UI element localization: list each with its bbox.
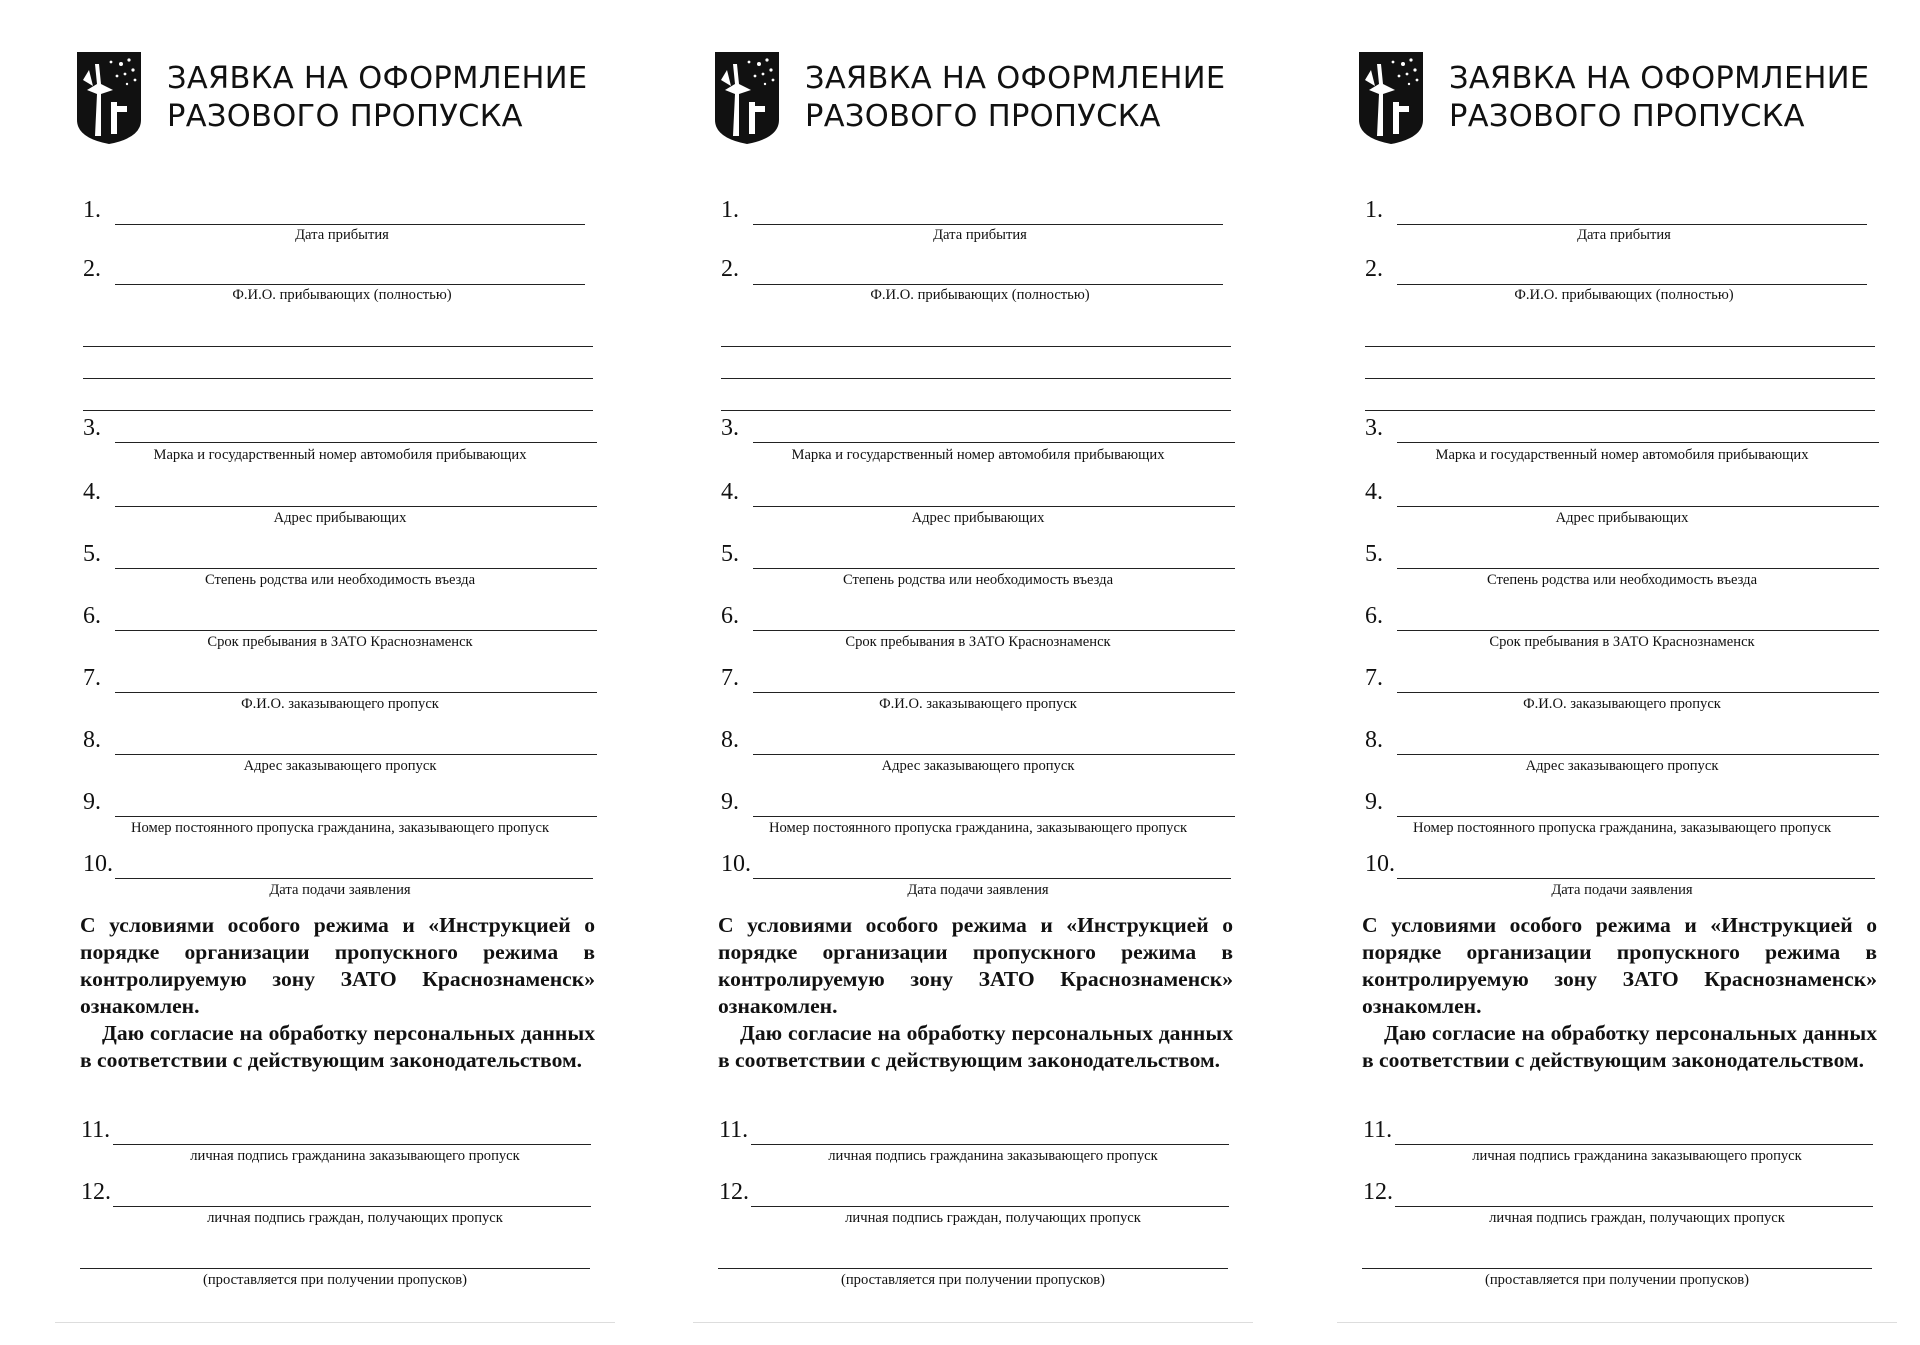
field-number: 10.	[83, 851, 113, 877]
field-caption: Ф.И.О. заказывающего пропуск	[879, 696, 1077, 712]
field-line-application-date[interactable]	[1397, 878, 1875, 879]
consent-paragraph-personal-data: Даю согласие на обработку персональных данных в соответствии с действующим законодательством.	[1362, 1021, 1877, 1072]
pass-request-form-1	[75, 0, 635, 1345]
field-caption: Срок пребывания в ЗАТО Краснознаменск	[1489, 634, 1755, 650]
field-caption: Ф.И.О. заказывающего пропуск	[241, 696, 439, 712]
field-line-full-names[interactable]	[1397, 284, 1867, 285]
field-line-arrival-date[interactable]	[115, 224, 585, 225]
field-line-application-date[interactable]	[115, 878, 593, 879]
field-line-arrival-date[interactable]	[753, 224, 1223, 225]
field-line-requester-name[interactable]	[1397, 692, 1879, 693]
field-caption: Ф.И.О. прибывающих (полностью)	[870, 287, 1090, 303]
signature-line-requester[interactable]	[751, 1144, 1229, 1145]
pass-request-form-2	[713, 0, 1273, 1345]
signature-line-requester[interactable]	[113, 1144, 591, 1145]
field-caption: Адрес прибывающих	[273, 510, 407, 526]
field-line-address[interactable]	[115, 506, 597, 507]
field-number: 8.	[83, 727, 101, 753]
form-header	[75, 50, 635, 150]
signature-number: 11.	[1363, 1117, 1393, 1143]
field-line-permanent-pass[interactable]	[753, 816, 1235, 817]
field-number: 8.	[721, 727, 739, 753]
field-line-stay-period[interactable]	[115, 630, 597, 631]
form-title: ЗАЯВКА НА ОФОРМЛЕНИЕ РАЗОВОГО ПРОПУСКА	[1449, 61, 1870, 134]
field-caption: Степень родства или необходимость въезда	[842, 572, 1114, 588]
field-line-requester-address[interactable]	[753, 754, 1235, 755]
field-line-requester-name[interactable]	[115, 692, 597, 693]
field-number: 2.	[83, 256, 101, 282]
field-line-relationship[interactable]	[753, 568, 1235, 569]
field-caption: Марка и государственный номер автомобиля прибывающих	[791, 447, 1165, 463]
field-caption: Адрес заказывающего пропуск	[881, 758, 1075, 774]
field-caption: Адрес прибывающих	[911, 510, 1045, 526]
field-caption: Дата подачи заявления	[907, 882, 1049, 898]
field-line-application-date[interactable]	[753, 878, 1231, 879]
field-caption: Степень родства или необходимость въезда	[1486, 572, 1758, 588]
field-line-requester-address[interactable]	[115, 754, 597, 755]
field-caption: Марка и государственный номер автомобиля прибывающих	[153, 447, 527, 463]
field-line-stay-period[interactable]	[753, 630, 1235, 631]
field-caption: Срок пребывания в ЗАТО Краснознаменск	[845, 634, 1111, 650]
field-line-requester-address[interactable]	[1397, 754, 1879, 755]
field-number: 3.	[721, 415, 739, 441]
field-caption: Дата подачи заявления	[269, 882, 411, 898]
field-line-full-names[interactable]	[753, 284, 1223, 285]
signature-line-requester[interactable]	[1395, 1144, 1873, 1145]
field-line-relationship[interactable]	[1397, 568, 1879, 569]
field-number: 3.	[83, 415, 101, 441]
field-line-car[interactable]	[1397, 442, 1879, 443]
field-number: 5.	[83, 541, 101, 567]
field-line-extra[interactable]	[83, 410, 593, 411]
field-caption: Ф.И.О. прибывающих (полностью)	[1514, 287, 1734, 303]
field-number: 1.	[83, 197, 101, 223]
field-number: 4.	[721, 479, 739, 505]
field-line-arrival-date[interactable]	[1397, 224, 1867, 225]
field-line-stay-period[interactable]	[1397, 630, 1879, 631]
field-number: 4.	[83, 479, 101, 505]
consent-paragraph-rules: С условиями особого режима и «Инструкцией о порядке организации пропускного режима в контролируемую зону ЗАТО Краснознаменск» ознакомлен.	[1362, 913, 1877, 1018]
field-caption: Дата прибытия	[933, 227, 1027, 243]
sheet-edge-divider	[55, 1322, 615, 1323]
field-number: 1.	[1365, 197, 1383, 223]
field-number: 10.	[721, 851, 751, 877]
field-line-requester-name[interactable]	[753, 692, 1235, 693]
city-emblem-icon	[713, 50, 781, 146]
field-number: 5.	[1365, 541, 1383, 567]
field-caption: Номер постоянного пропуска гражданина, заказывающего пропуск	[768, 820, 1188, 836]
field-number: 4.	[1365, 479, 1383, 505]
field-number: 2.	[1365, 256, 1383, 282]
consent-paragraph-rules: С условиями особого режима и «Инструкцией о порядке организации пропускного режима в контролируемую зону ЗАТО Краснознаменск» ознакомлен.	[80, 913, 595, 1018]
signature-number: 12.	[1363, 1179, 1393, 1205]
pass-request-form-3	[1357, 0, 1917, 1345]
field-caption: Номер постоянного пропуска гражданина, заказывающего пропуск	[1412, 820, 1832, 836]
consent-paragraph-personal-data: Даю согласие на обработку персональных данных в соответствии с действующим законодательством.	[718, 1021, 1233, 1072]
sheet-edge-divider	[693, 1322, 1253, 1323]
signature-caption: личная подпись граждан, получающих пропуск	[845, 1210, 1141, 1226]
field-number: 6.	[83, 603, 101, 629]
city-emblem-icon	[1357, 50, 1425, 146]
field-number: 7.	[721, 665, 739, 691]
signature-caption: личная подпись гражданина заказывающего пропуск	[828, 1148, 1158, 1164]
field-line-permanent-pass[interactable]	[115, 816, 597, 817]
field-line-address[interactable]	[1397, 506, 1879, 507]
field-caption: Адрес прибывающих	[1555, 510, 1689, 526]
issuance-line[interactable]	[1362, 1268, 1872, 1269]
field-caption: Дата подачи заявления	[1551, 882, 1693, 898]
field-number: 9.	[721, 789, 739, 815]
field-line-car[interactable]	[115, 442, 597, 443]
field-line-address[interactable]	[753, 506, 1235, 507]
consent-paragraph-personal-data: Даю согласие на обработку персональных данных в соответствии с действующим законодательством.	[80, 1021, 595, 1072]
field-caption: Адрес заказывающего пропуск	[243, 758, 437, 774]
field-number: 3.	[1365, 415, 1383, 441]
field-number: 6.	[1365, 603, 1383, 629]
signature-line-recipients[interactable]	[751, 1206, 1229, 1207]
form-title: ЗАЯВКА НА ОФОРМЛЕНИЕ РАЗОВОГО ПРОПУСКА	[805, 61, 1226, 134]
signature-number: 12.	[719, 1179, 749, 1205]
field-number: 1.	[721, 197, 739, 223]
signature-caption: личная подпись граждан, получающих пропуск	[1489, 1210, 1785, 1226]
field-caption: Дата прибытия	[295, 227, 389, 243]
field-number: 5.	[721, 541, 739, 567]
field-caption: Степень родства или необходимость въезда	[204, 572, 476, 588]
field-number: 7.	[1365, 665, 1383, 691]
field-number: 9.	[1365, 789, 1383, 815]
field-caption: Ф.И.О. заказывающего пропуск	[1523, 696, 1721, 712]
form-header	[713, 50, 1273, 150]
field-line-car[interactable]	[753, 442, 1235, 443]
issuance-caption: (проставляется при получении пропусков)	[202, 1272, 468, 1288]
sheet-edge-divider	[1337, 1322, 1897, 1323]
signature-number: 11.	[719, 1117, 749, 1143]
field-caption: Дата прибытия	[1577, 227, 1671, 243]
field-line-extra[interactable]	[1365, 378, 1875, 379]
field-number: 9.	[83, 789, 101, 815]
field-caption: Номер постоянного пропуска гражданина, заказывающего пропуск	[130, 820, 550, 836]
field-line-extra[interactable]	[721, 410, 1231, 411]
form-header	[1357, 50, 1917, 150]
field-line-extra[interactable]	[83, 378, 593, 379]
field-line-extra[interactable]	[721, 378, 1231, 379]
signature-number: 12.	[81, 1179, 111, 1205]
signature-line-recipients[interactable]	[1395, 1206, 1873, 1207]
field-caption: Адрес заказывающего пропуск	[1525, 758, 1719, 774]
field-line-extra[interactable]	[721, 346, 1231, 347]
field-line-extra[interactable]	[83, 346, 593, 347]
signature-caption: личная подпись гражданина заказывающего пропуск	[190, 1148, 520, 1164]
field-number: 6.	[721, 603, 739, 629]
signature-number: 11.	[81, 1117, 111, 1143]
issuance-caption: (проставляется при получении пропусков)	[840, 1272, 1106, 1288]
signature-caption: личная подпись граждан, получающих пропуск	[207, 1210, 503, 1226]
issuance-caption: (проставляется при получении пропусков)	[1484, 1272, 1750, 1288]
city-emblem-icon	[75, 50, 143, 146]
issuance-line[interactable]	[80, 1268, 590, 1269]
signature-line-recipients[interactable]	[113, 1206, 591, 1207]
field-caption: Ф.И.О. прибывающих (полностью)	[232, 287, 452, 303]
field-line-full-names[interactable]	[115, 284, 585, 285]
consent-paragraph-rules: С условиями особого режима и «Инструкцией о порядке организации пропускного режима в контролируемую зону ЗАТО Краснознаменск» ознакомлен.	[718, 913, 1233, 1018]
issuance-line[interactable]	[718, 1268, 1228, 1269]
signature-caption: личная подпись гражданина заказывающего пропуск	[1472, 1148, 1802, 1164]
field-line-extra[interactable]	[1365, 346, 1875, 347]
field-line-extra[interactable]	[1365, 410, 1875, 411]
form-title: ЗАЯВКА НА ОФОРМЛЕНИЕ РАЗОВОГО ПРОПУСКА	[167, 61, 588, 134]
field-line-relationship[interactable]	[115, 568, 597, 569]
field-caption: Срок пребывания в ЗАТО Краснознаменск	[207, 634, 473, 650]
field-number: 8.	[1365, 727, 1383, 753]
field-caption: Марка и государственный номер автомобиля прибывающих	[1435, 447, 1809, 463]
field-line-permanent-pass[interactable]	[1397, 816, 1879, 817]
field-number: 10.	[1365, 851, 1395, 877]
field-number: 7.	[83, 665, 101, 691]
field-number: 2.	[721, 256, 739, 282]
